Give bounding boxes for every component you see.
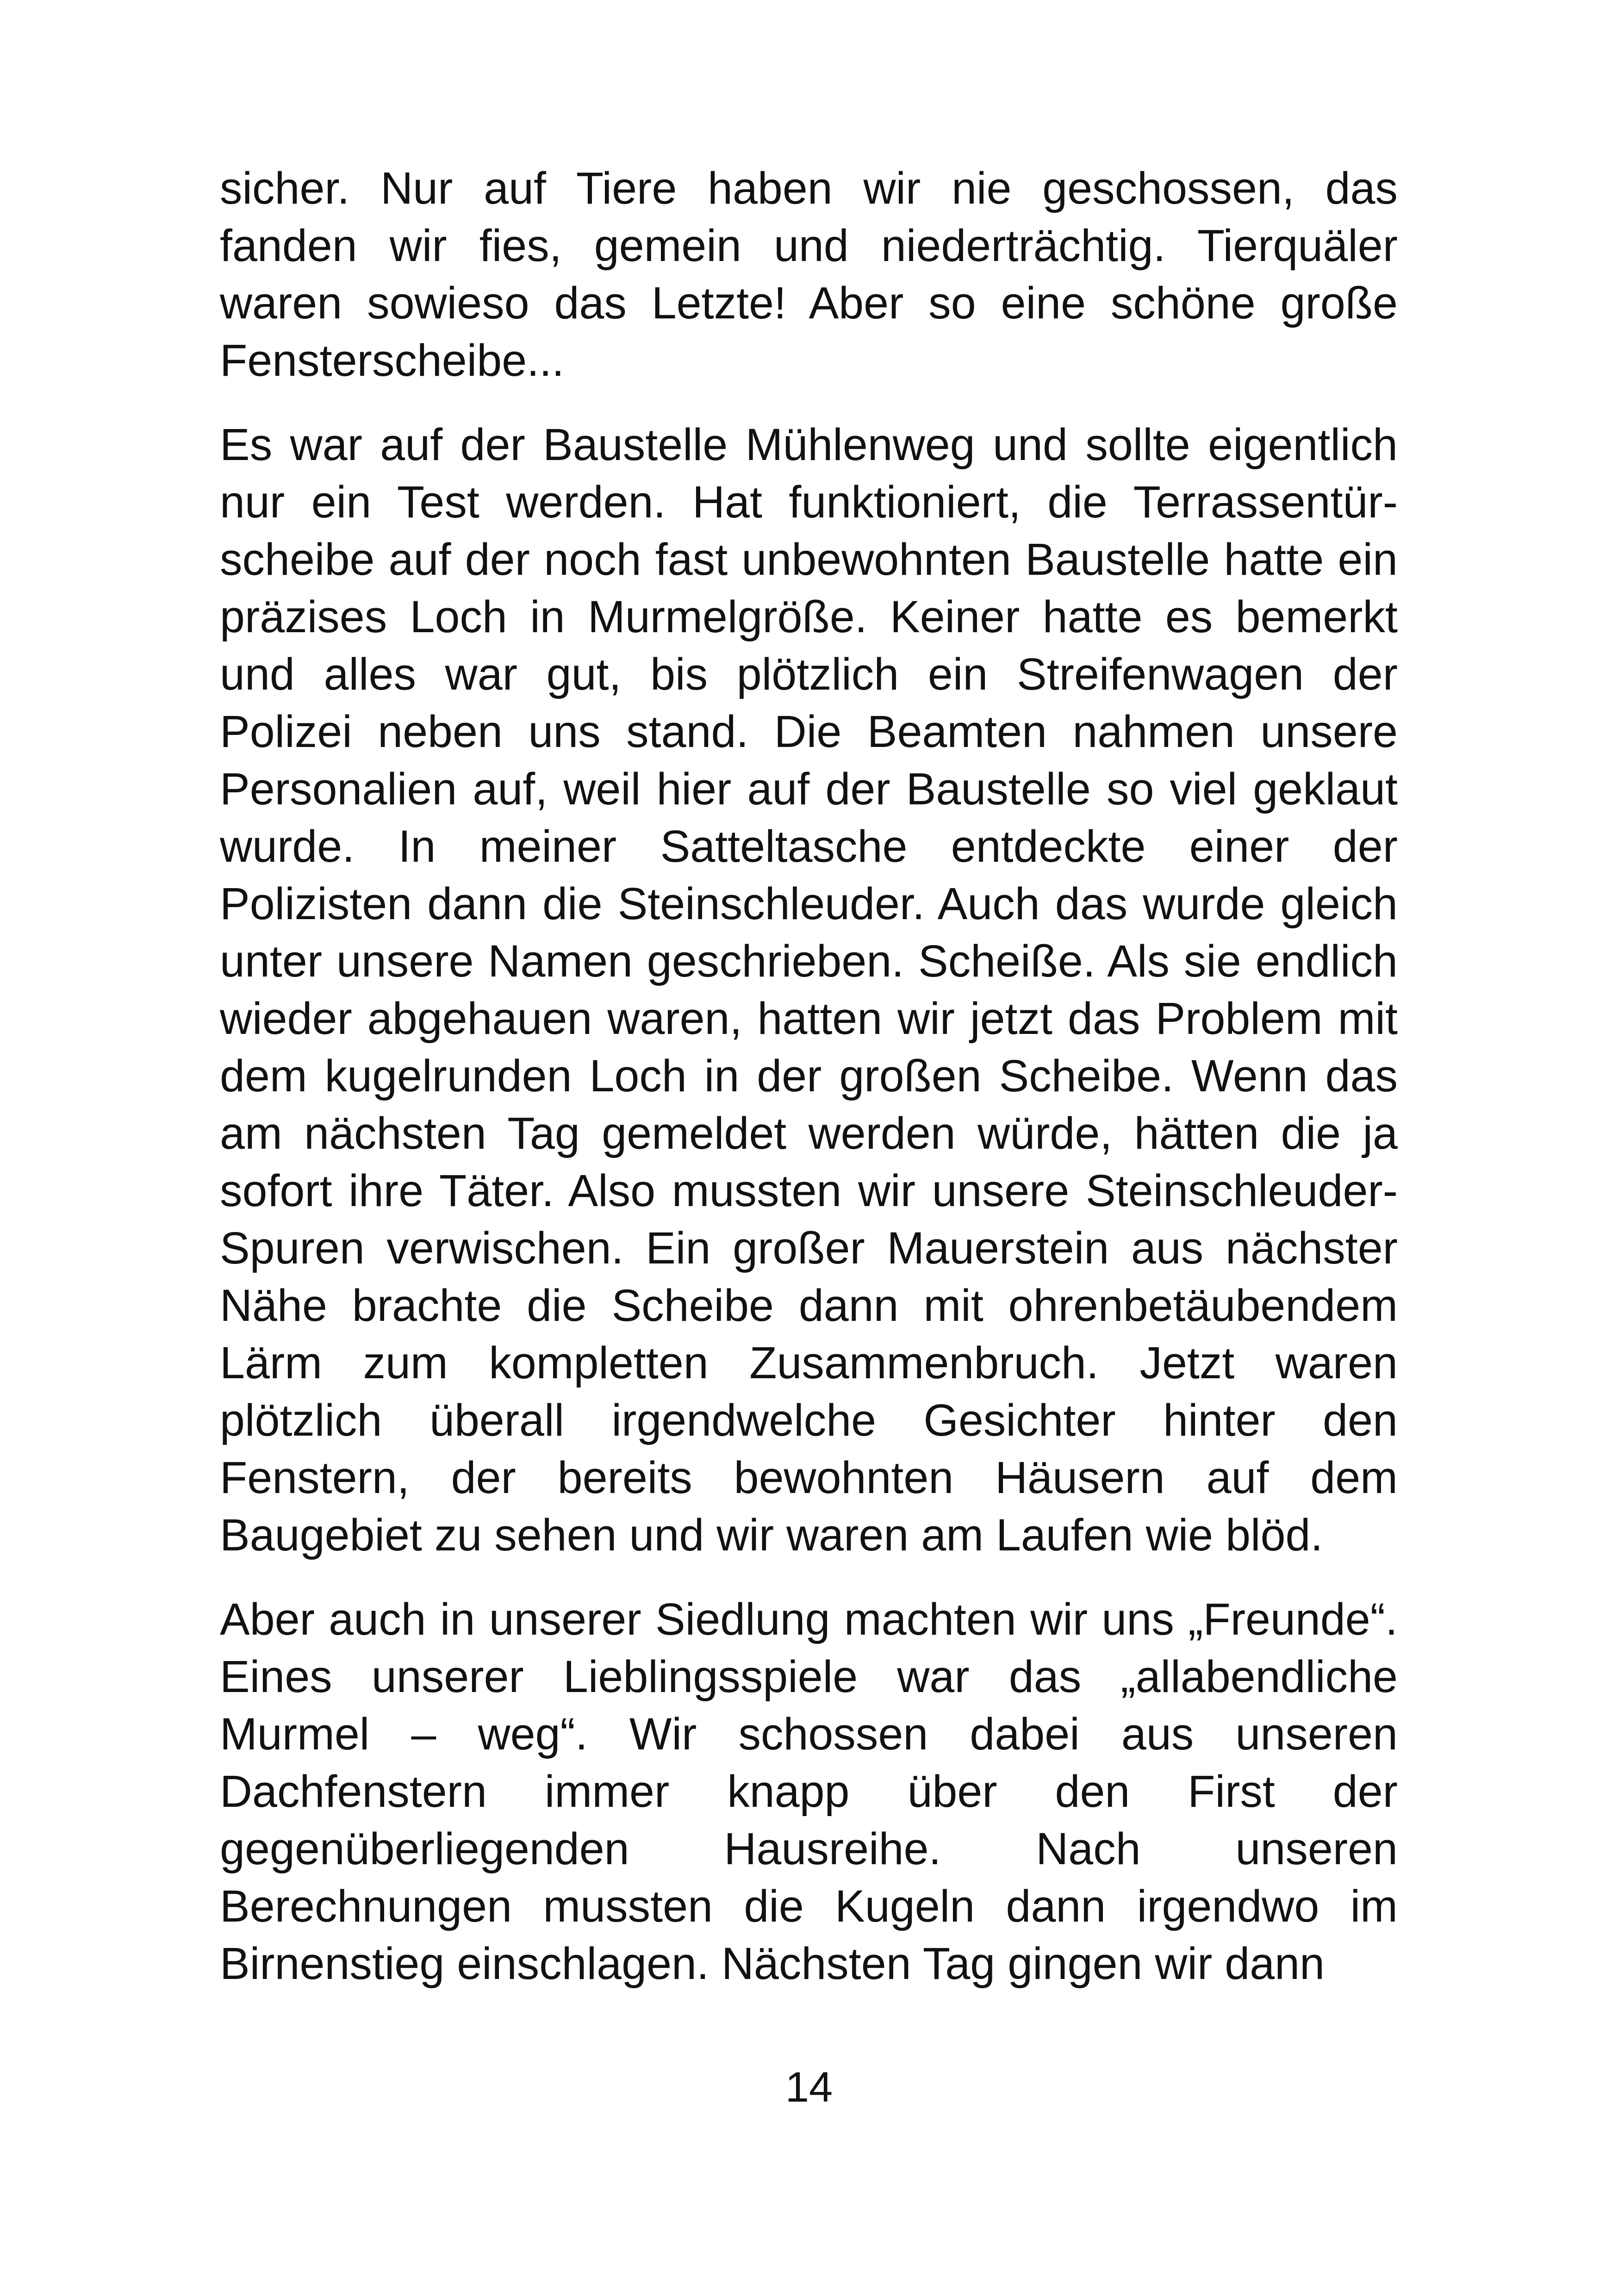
paragraph: Es war auf der Baustelle Mühlenweg und sollte eigentlich nur ein Test werden. Hat funktioniert, die Terrassentürscheibe auf der noch fast unbewohnten Baustelle hatte ein präzises Loch in Murmelgröße. Keiner hatte es bemerkt und alles war gut, bis plötzlich ein Streifenwagen der Polizei neben uns stand. Die Beamten nahmen unsere Personalien auf, weil hier auf der Baustelle so viel geklaut wurde. In meiner Satteltasche entdeckte einer der Polizisten dann die Steinschleuder. Auch das wurde gleich unter unsere Namen geschrieben. Scheiße. Als sie endlich wieder abgehauen waren, hatten wir jetzt das Problem mit dem kugelrunden Loch in der großen Scheibe. Wenn das am nächsten Tag gemeldet werden würde, hätten die ja sofort ihre Täter. Also mussten wir unsere Steinschleuder-Spuren verwischen. Ein großer Mauerstein aus nächster Nähe brachte die Scheibe dann mit ohrenbetäubendem Lärm zum kompletten Zusammenbruch. Jetzt waren plötzlich überall irgendwelche Gesichter hinter den Fenstern, der bereits bewohnten Häusern auf dem Baugebiet zu sehen und wir waren am Laufen wie blöd. xyxy=(220,419,1398,1560)
paragraph: sicher. Nur auf Tiere haben wir nie geschossen, das fanden wir fies, gemein und niederträchtig. Tierquäler waren sowieso das Letzte! Aber so eine schöne große Fensterscheibe... xyxy=(220,163,1398,386)
paragraph: Aber auch in unserer Siedlung machten wir uns „Freunde“. Eines unserer Lieblingsspiele war das „allabendliche Murmel – weg“. Wir schossen dabei aus unseren Dachfenstern immer knapp über den First der gegenüberliegenden Hausreihe. Nach unseren Berechnungen mussten die Kugeln dann irgendwo im Birnenstieg einschlagen. Nächsten Tag gingen wir dann xyxy=(220,1594,1398,1989)
body-text xyxy=(220,160,1398,1992)
page-number: 14 xyxy=(785,2064,833,2111)
